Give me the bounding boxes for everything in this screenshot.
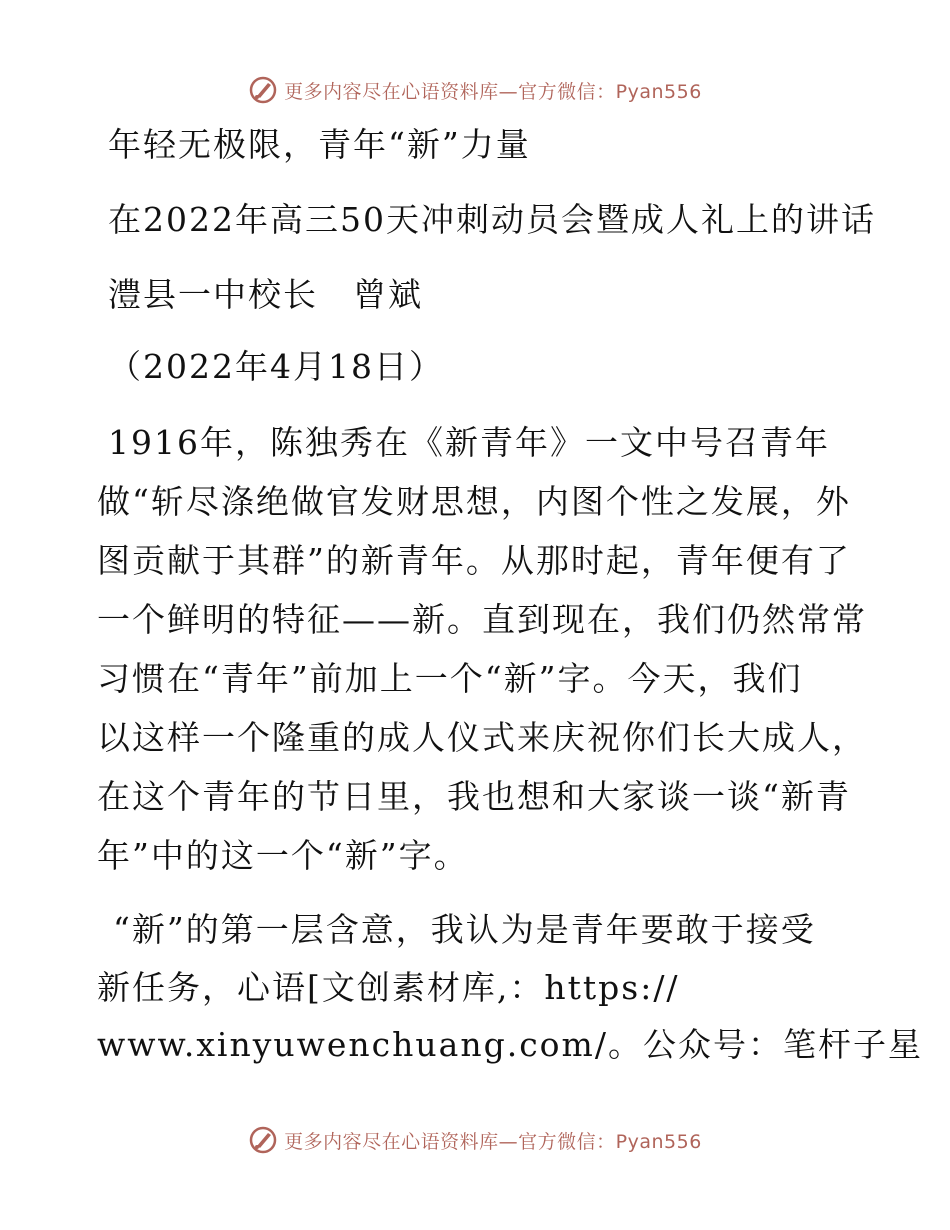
paragraph1-line: 年”中的这一个“新”字。 <box>97 836 469 875</box>
paragraph2-line: www.xinyuwenchuang.com/。公众号：笔杆子星 <box>97 1025 923 1064</box>
paragraph2-line: 新任务，心语[文创素材库,：https:// <box>97 968 680 1007</box>
brush-logo-icon <box>248 1125 278 1155</box>
paragraph1-line: 以这样一个隆重的成人仪式来庆祝你们长大成人， <box>97 718 867 757</box>
paragraph1-line: 在这个青年的节日里，我也想和大家谈一谈“新青 <box>97 777 851 816</box>
document-date: （2022年4月18日） <box>108 347 444 386</box>
header-banner <box>0 70 950 110</box>
footer-banner <box>0 1120 950 1160</box>
paragraph1-line: 习惯在“青年”前加上一个“新”字。今天，我们 <box>97 659 803 698</box>
brush-logo-icon <box>248 75 278 105</box>
paragraph1-line: 1916年，陈独秀在《新青年》一文中号召青年 <box>108 423 830 462</box>
paragraph1-line: 图贡献于其群”的新青年。从那时起，青年便有了 <box>97 541 851 580</box>
document-subtitle: 在2022年高三50天冲刺动员会暨成人礼上的讲话 <box>108 200 876 239</box>
paragraph1-line: 一个鲜明的特征——新。直到现在，我们仍然常常 <box>97 600 867 639</box>
banner-text: 更多内容尽在心语资料库—官方微信：Pyan556 <box>284 80 702 103</box>
paragraph2-line: “新”的第一层含意，我认为是青年要敢于接受 <box>113 910 816 949</box>
document-author: 澧县一中校长 曾斌 <box>108 275 423 314</box>
banner-text: 更多内容尽在心语资料库—官方微信：Pyan556 <box>284 1130 702 1153</box>
paragraph1-line: 做“斩尽涤绝做官发财思想，内图个性之发展，外 <box>97 482 851 521</box>
document-title: 年轻无极限，青年“新”力量 <box>108 125 531 164</box>
